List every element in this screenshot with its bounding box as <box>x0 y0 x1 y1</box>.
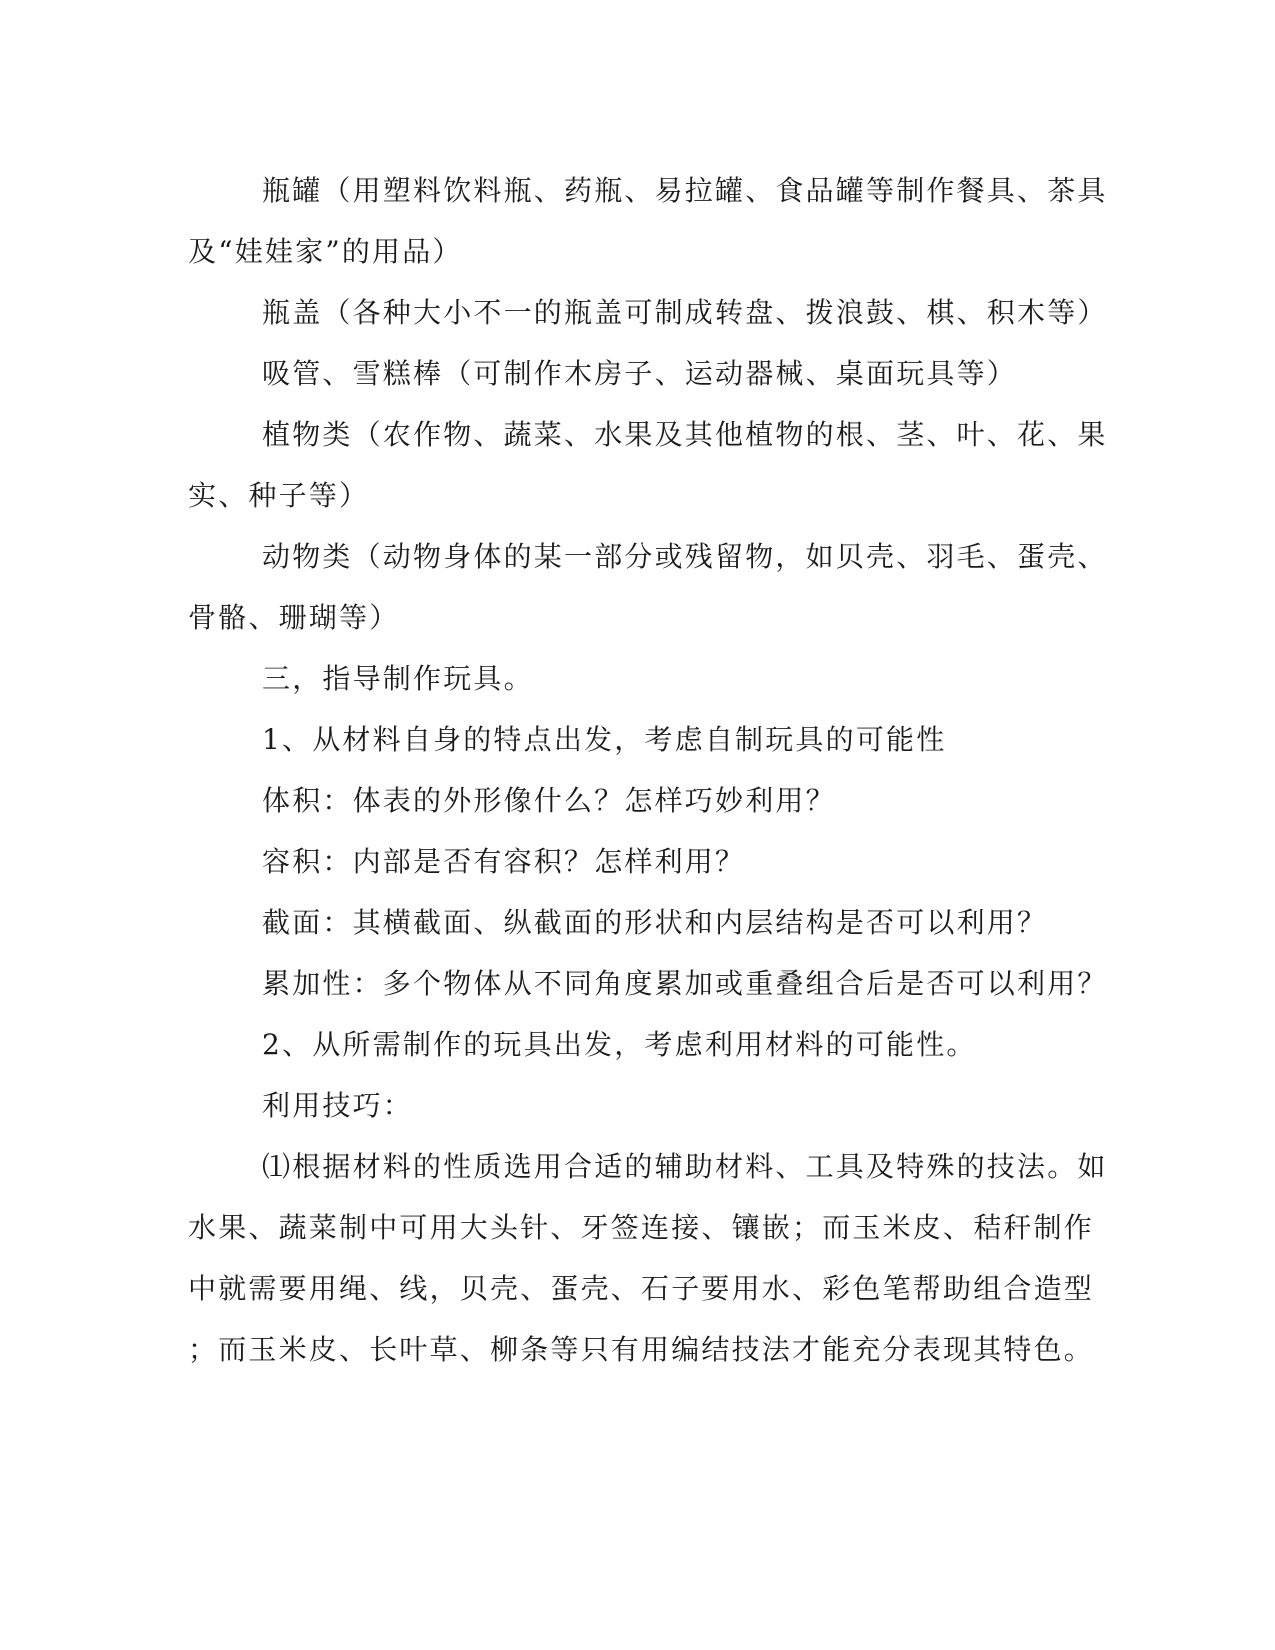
text-line: 利用技巧： <box>262 1089 414 1122</box>
text-line: 骨骼、珊瑚等） <box>188 601 400 634</box>
section-heading: 三，指导制作玩具。 <box>262 662 534 695</box>
subheading: 1、从材料自身的特点出发，考虑自制玩具的可能性 <box>262 723 947 756</box>
text-line: 实、种子等） <box>188 479 370 512</box>
text-line: 吸管、雪糕棒（可制作木房子、运动器械、桌面玩具等） <box>262 357 1018 390</box>
text-line: 中就需要用绳、线，贝壳、蛋壳、石子要用水、彩色笔帮助组合造型 <box>188 1272 1095 1305</box>
text-line: 水果、蔬菜制中可用大头针、牙签连接、镶嵌；而玉米皮、秸秆制作 <box>188 1211 1095 1244</box>
text-line: 截面：其横截面、纵截面的形状和内层结构是否可以利用？ <box>262 906 1048 939</box>
text-line: 体积：体表的外形像什么？怎样巧妙利用？ <box>262 784 836 817</box>
text-line: 植物类（农作物、蔬菜、水果及其他植物的根、茎、叶、花、果 <box>262 418 1108 451</box>
document-body <box>188 160 1108 1380</box>
text-line: 动物类（动物身体的某一部分或残留物，如贝壳、羽毛、蛋壳、 <box>262 540 1108 573</box>
text-line: ；而玉米皮、长叶草、柳条等只有用编结技法才能充分表现其特色。 <box>188 1333 1095 1366</box>
text-line: 瓶罐（用塑料饮料瓶、药瓶、易拉罐、食品罐等制作餐具、茶具 <box>262 174 1108 207</box>
text-line: ⑴根据材料的性质选用合适的辅助材料、工具及特殊的技法。如 <box>262 1150 1108 1183</box>
text-line: 累加性：多个物体从不同角度累加或重叠组合后是否可以利用？ <box>262 967 1108 1000</box>
subheading: 2、从所需制作的玩具出发，考虑利用材料的可能性。 <box>262 1028 977 1061</box>
text-line: 瓶盖（各种大小不一的瓶盖可制成转盘、拨浪鼓、棋、积木等） <box>262 296 1108 329</box>
text-line: 容积：内部是否有容积？怎样利用？ <box>262 845 746 878</box>
text-line: 及“娃娃家”的用品） <box>188 235 463 268</box>
